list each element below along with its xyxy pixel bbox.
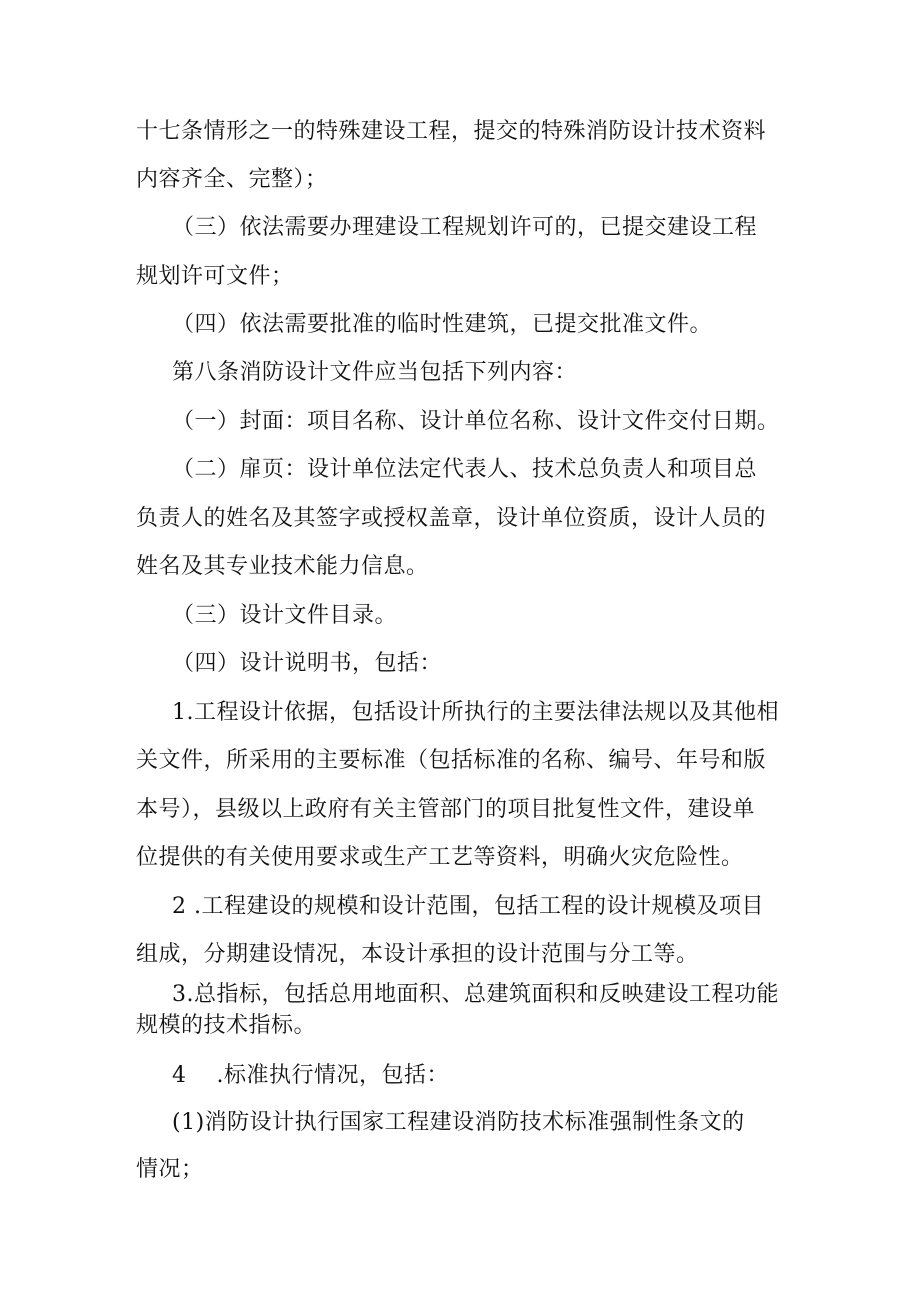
text-line: 规模的技术指标。	[136, 1013, 317, 1038]
text-line: 关文件，所采用的主要标准（包括标准的名称、编号、年号和版	[136, 748, 767, 773]
text-line: （三）依法需要办理建设工程规划许可的，已提交建设工程	[172, 215, 758, 240]
text-line: 1.工程设计依据，包括设计所执行的主要法律法规以及其他相	[172, 700, 779, 725]
text-line: 3.总指标，包括总用地面积、总建筑面积和反映建设工程功能	[172, 982, 779, 1007]
text-line: 十七条情形之一的特殊建设工程，提交的特殊消防设计技术资料	[136, 119, 767, 144]
text-line: 组成，分期建设情况，本设计承担的设计范围与分工等。	[136, 942, 699, 967]
text-line: 情况；	[136, 1157, 204, 1182]
text-line: 规划许可文件；	[136, 264, 294, 289]
text-line: （四）依法需要批准的临时性建筑，已提交批准文件。	[172, 312, 713, 337]
text-line: (1)消防设计执行国家工程建设消防技术标准强制性条文的	[172, 1110, 745, 1135]
text-line: （二）扉页：设计单位法定代表人、技术总负责人和项目总	[172, 457, 758, 482]
text-line: 内容齐全、完整）；	[136, 167, 328, 192]
text-line: 位提供的有关使用要求或生产工艺等资料，明确火灾危险性。	[136, 845, 744, 870]
text-line: （四）设计说明书，包括：	[172, 651, 443, 676]
text-line: 4 .标准执行情况，包括：	[172, 1063, 449, 1088]
text-line: 负责人的姓名及其签字或授权盖章，设计单位资质，设计人员的	[136, 506, 767, 531]
text-line: 本号），县级以上政府有关主管部门的项目批复性文件，建设单	[136, 797, 756, 822]
text-line: （三）设计文件目录。	[172, 603, 398, 628]
text-line: 姓名及其专业技术能力信息。	[136, 554, 429, 579]
text-line: （一）封面：项目名称、设计单位名称、设计文件交付日期。	[172, 409, 780, 434]
text-line: 2 .工程建设的规模和设计范围，包括工程的设计规模及项目	[172, 894, 764, 919]
section-heading: 第八条消防设计文件应当包括下列内容：	[172, 360, 578, 385]
